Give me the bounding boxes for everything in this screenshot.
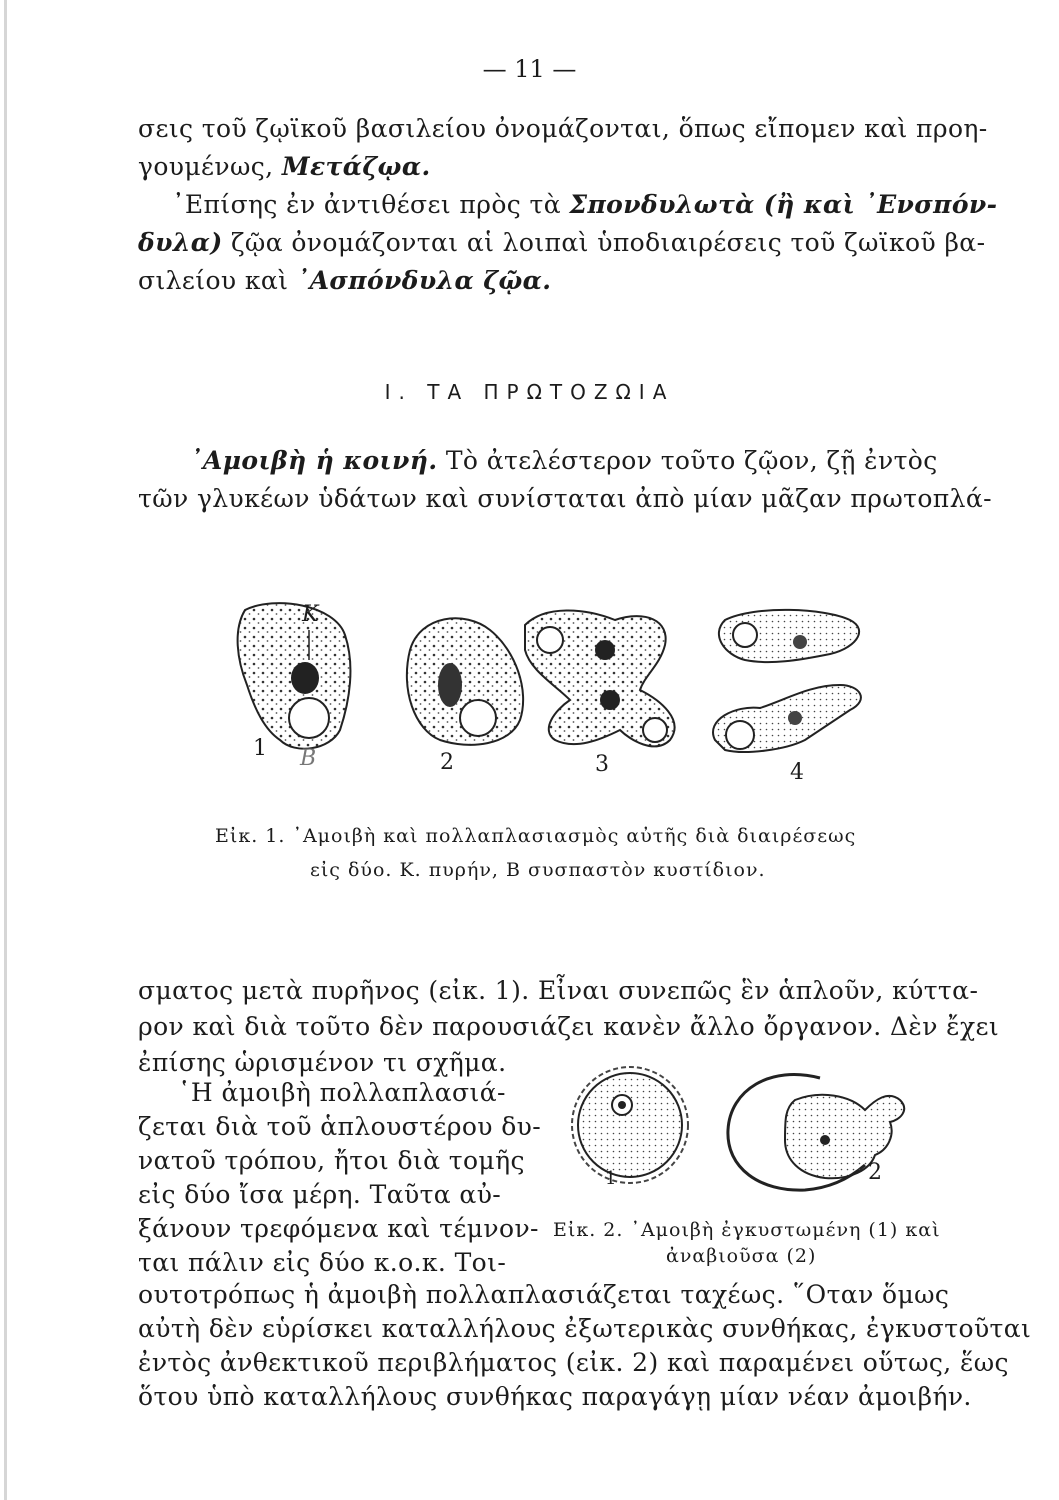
amoeba-cell-4 — [713, 610, 861, 752]
term-vertebrates-cont: δυλα) — [138, 228, 223, 257]
paragraph5-line5: ξάνουν τρεφόμενα καὶ τέμνον- — [138, 1214, 539, 1243]
paragraph4-line3: ἐπίσης ὡρισμένον τι σχῆμα. — [138, 1048, 507, 1077]
paragraph2-line2 — [138, 224, 986, 262]
paragraph5-line9: ἐντὸς ἀνθεκτικοῦ περιβλήματος (εἰκ. 2) καὶ παραμένει οὕτως, ἕως — [138, 1348, 1009, 1377]
paragraph4-line2: ρον καὶ διὰ τοῦτο δὲν παρουσιάζει κανὲν ἄλλο ὄργανον. Δὲν ἔχει — [138, 1012, 1000, 1041]
term-invertebrates: ᾿Ασπόνδυλα ζῷα. — [296, 266, 552, 295]
nucleus — [291, 662, 319, 694]
contractile-vacuole — [460, 700, 496, 736]
amoeba-cell-3 — [525, 610, 675, 746]
nucleus — [438, 663, 462, 707]
paragraph5-line8: αὐτὴ δὲν εὑρίσκει καταλλήλους ἐξωτερικὰς συνθήκας, ἐγκυστοῦται — [138, 1314, 1032, 1343]
figure1-number-3: 3 — [595, 752, 609, 777]
nucleus-top — [595, 640, 615, 660]
paragraph2-text: σιλείου καὶ — [138, 266, 297, 295]
paragraph2-text: ζῷα ὀνομάζονται αἱ λοιπαὶ ὑποδιαιρέσεις τοῦ ζωϊκοῦ βα- — [222, 228, 986, 257]
figure1-number-2: 2 — [440, 750, 454, 775]
figure2-caption-line2: ἀναβιοῦσα (2) — [666, 1245, 817, 1267]
paragraph1-line1: σεις τοῦ ζῳϊκοῦ βασιλείου ὀνομάζονται, ὅπως εἴπομεν καὶ προη- — [138, 114, 988, 143]
figure2-number-1: 1 — [605, 1168, 617, 1189]
term-vertebrates: Σπονδυλωτὰ (ἢ καὶ ᾿Ενσπόν- — [569, 190, 998, 219]
amoeba-cell-1 — [238, 603, 351, 749]
page-number: — 11 — — [482, 55, 577, 83]
paragraph5-line4: εἰς δύο ἴσα μέρη. Ταῦτα αὐ- — [138, 1180, 502, 1209]
label-k: K — [302, 602, 319, 627]
figure1-number-4: 4 — [790, 760, 804, 785]
nucleus — [788, 711, 802, 725]
figure1-caption-line1: Εἰκ. 1. ᾿Αμοιβὴ καὶ πολλαπλασιασμὸς αὐτῆς διὰ διαιρέσεως — [215, 825, 857, 847]
paragraph4-line1: σματος μετὰ πυρῆνος (εἰκ. 1). Εἶναι συνεπῶς ἓν ἁπλοῦν, κύττα- — [138, 976, 979, 1005]
paragraph3-text: Τὸ ἀτελέστερον τοῦτο ζῷον, ζῇ ἐντὸς — [437, 446, 938, 475]
paragraph1-text: γουμένως, — [138, 152, 282, 181]
figure2-caption-line1: Εἰκ. 2. ᾿Αμοιβὴ ἐγκυστωμένη (1) καὶ — [553, 1219, 941, 1241]
paragraph1-line2 — [138, 148, 950, 186]
paragraph5-line1: ῾Η ἀμοιβὴ πολλαπλασιά- — [178, 1078, 506, 1107]
figure1-number-1: 1 — [253, 736, 267, 761]
figure2-number-2: 2 — [868, 1160, 882, 1185]
vacuole — [726, 721, 754, 749]
vacuole — [733, 623, 757, 647]
paragraph5-line10: ὅτου ὑπὸ καταλλήλους συνθήκας παραγάγῃ μίαν νέαν ἀμοιβήν. — [138, 1382, 972, 1411]
term-amoeba: ᾿Αμοιβὴ ἡ κοινή. — [190, 446, 438, 475]
label-b: B — [300, 746, 317, 771]
vacuole — [537, 627, 563, 653]
contractile-vacuole — [289, 698, 329, 738]
paragraph5-line3: νατοῦ τρόπου, ἤτοι διὰ τομῆς — [138, 1146, 525, 1175]
term-metazoa: Μετάζῳα. — [281, 152, 431, 181]
nucleus — [820, 1135, 830, 1145]
nucleus-bottom — [600, 690, 620, 710]
paragraph2-line3 — [138, 262, 950, 300]
paragraph5-line6: ται πάλιν εἰς δύο κ.ο.κ. Τοι- — [138, 1248, 507, 1277]
vacuole — [643, 718, 667, 742]
paragraph3-line1 — [190, 442, 960, 480]
scan-edge-shadow — [4, 0, 7, 1500]
figure2-encysted-amoeba — [570, 1060, 950, 1200]
section-heading: I. ΤΑ ΠΡΩΤΟΖΩΙΑ — [384, 380, 675, 404]
paragraph3-line2: τῶν γλυκέων ὑδάτων καὶ συνίσταται ἀπὸ μίαν μᾶζαν πρωτοπλά- — [138, 484, 992, 513]
paragraph5-line7: ουτοτρόπως ἡ ἀμοιβὴ πολλαπλασιάζεται ταχέως. ῞Οταν ὅμως — [138, 1280, 950, 1309]
figure1-amoeba-division — [225, 590, 875, 790]
nucleus — [793, 635, 807, 649]
amoeba-cell-2 — [407, 618, 523, 745]
paragraph5-line2: ζεται διὰ τοῦ ἁπλουστέρου δυ- — [138, 1112, 542, 1141]
encysted-amoeba — [572, 1067, 688, 1183]
paragraph2-text: ᾿Επίσης ἐν ἀντιθέσει πρὸς τὰ — [172, 190, 570, 219]
paragraph2-line1 — [172, 186, 998, 224]
figure1-caption-line2: εἰς δύο. Κ. πυρήν, Β συσπαστὸν κυστίδιον. — [310, 859, 766, 881]
